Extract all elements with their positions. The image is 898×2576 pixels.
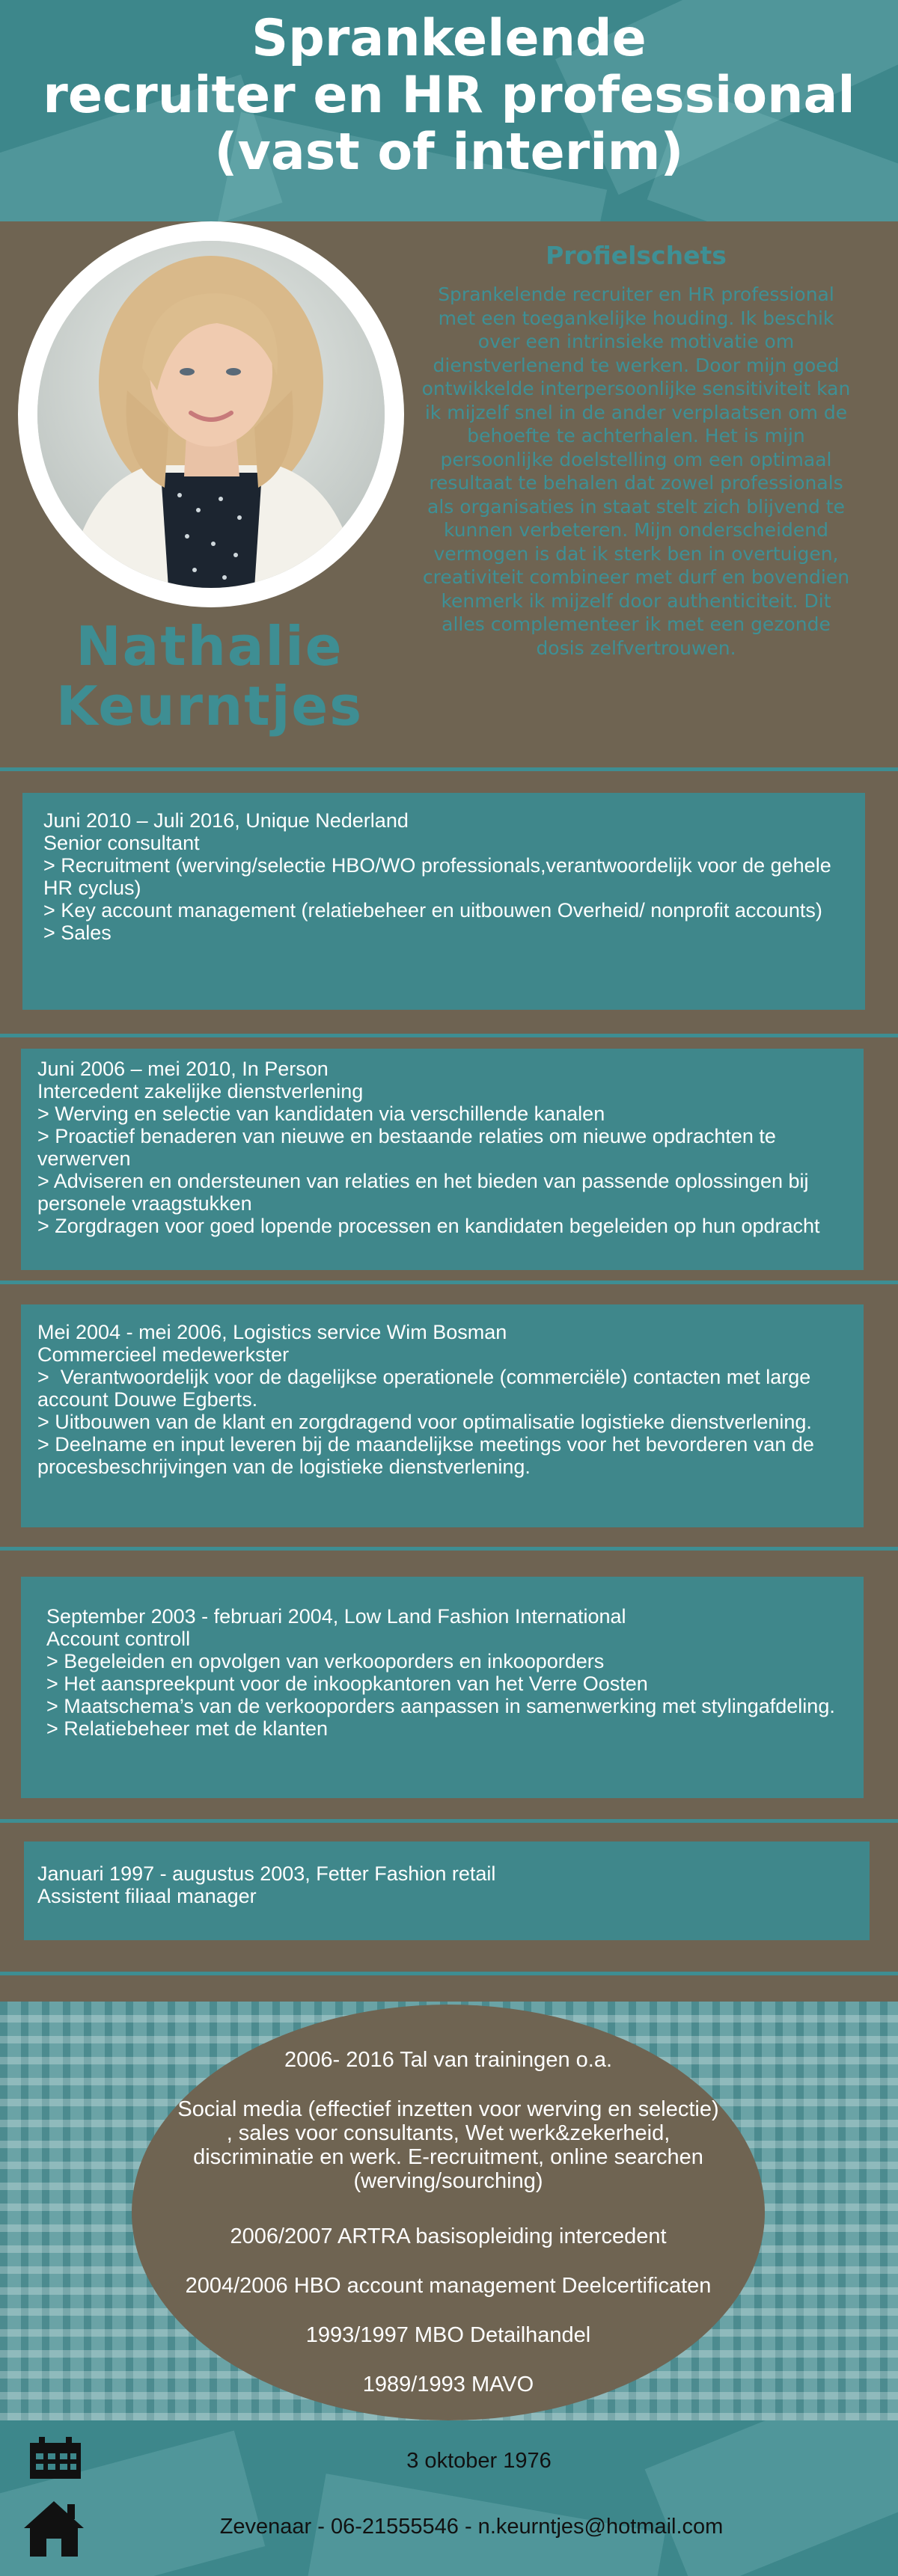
job-line: > Werving en selectie van kandidaten via verschillende kanalen [37, 1103, 605, 1125]
section-divider [0, 767, 898, 771]
education-section [0, 2002, 898, 2420]
job-line: Assistent filiaal manager [37, 1885, 257, 1907]
section-divider [0, 1547, 898, 1551]
education-line: 1993/1997 MBO Detailhandel [305, 2323, 591, 2347]
job-line: Juni 2010 – Juli 2016, Unique Nederland [43, 809, 409, 832]
header-banner [0, 0, 898, 221]
job-line: Account controll [46, 1628, 191, 1650]
first-name: Nathalie [76, 615, 343, 678]
job-line: Januari 1997 - augustus 2003, Fetter Fashion retail [37, 1862, 496, 1885]
job-entry-1 [22, 793, 865, 1010]
job-line: > Uitbouwen van de klant en zorgdragend voor optimalisatie logistieke dienstverlening. [37, 1411, 812, 1433]
profile-section [0, 221, 898, 772]
job-line: > Recruitment (werving/selectie HBO/WO professionals,verantwoordelijk voor de gehele HR cyclus) [43, 854, 837, 899]
job-line: Intercedent zakelijke dienstverlening [37, 1080, 364, 1103]
footer [0, 2420, 898, 2576]
job-line: > Proactief benaderen van nieuwe en bestaande relaties om nieuwe opdrachten te verwerven [37, 1125, 782, 1170]
job-line: September 2003 - februari 2004, Low Land Fashion International [46, 1605, 626, 1628]
last-name: Keurntjes [55, 675, 364, 737]
profile-photo [37, 241, 385, 588]
birthdate: 3 oktober 1976 [406, 2449, 552, 2473]
job-line: Senior consultant [43, 832, 200, 854]
job-line: > Zorgdragen voor goed lopende processen en kandidaten begeleiden op hun opdracht [37, 1215, 820, 1237]
job-line: > Adviseren en ondersteunen van relaties en het bieden van passende oplossingen bij personele vraagstukken [37, 1170, 815, 1215]
calendar-icon [28, 2437, 82, 2484]
profile-heading: Profielschets [546, 241, 727, 270]
job-line: Commercieel medewerkster [37, 1343, 290, 1366]
job-line: > Maatschema’s van de verkooporders aanpassen in samenwerking met stylingafdeling. [46, 1695, 835, 1717]
job-line: > Verantwoordelijk voor de dagelijkse operationele (commerciële) contacten met large account Douwe Egberts. [37, 1366, 816, 1411]
contact-info: Zevenaar - 06-21555546 - n.keurntjes@hotmail.com [219, 2515, 724, 2539]
section-divider [0, 1972, 898, 1975]
home-icon [22, 2498, 85, 2562]
job-entry-2 [21, 1049, 864, 1270]
section-divider [0, 1034, 898, 1037]
section-divider [0, 1819, 898, 1823]
education-line: 2006- 2016 Tal van trainingen o.a. [284, 2048, 613, 2072]
job-line: > Begeleiden en opvolgen van verkooporders en inkooporders [46, 1650, 605, 1672]
education-line: 2004/2006 HBO account management Deelcertificaten [185, 2274, 712, 2298]
title-line-1: Sprankelende [251, 9, 647, 68]
education-line: Social media (effectief inzetten voor werving en selectie) , sales voor consultants, Wet werk&zekerheid, discriminatie en werk. E-recruitment, online searchen (werving/sourching) [177, 2097, 719, 2193]
profile-summary: Sprankelende recruiter en HR professional met een toegankelijke houding. Ik beschik over een intrinsieke motivatie om dienstverlenend te werken. Door mijn goed ontwikkelde interpersoonlijke sensitiviteit kan ik mijzelf snel in de ander verplaatsen om de behoefte te achterhalen. Het is mijn persoonlijke doelstelling om een optimaal resultaat te behalen dat zowel professionals als organisaties in staat stelt zich blijvend te kunnen verbeteren. Mijn onderscheidend vermogen is dat ik sterk ben in overtuigen, creativiteit combineer met durf en bovendien kenmerk ik mijzelf door authenticiteit. Dit alles complementeer ik met een gezonde dosis zelfvertrouwen. [421, 283, 851, 659]
job-line: > Relatiebeheer met de klanten [46, 1717, 328, 1740]
job-line: > Het aanspreekpunt voor de inkoopkantoren van het Verre Oosten [46, 1672, 648, 1695]
job-entry-4 [21, 1577, 864, 1798]
job-entry-3 [21, 1304, 864, 1527]
job-line: > Sales [43, 921, 112, 944]
title-line-3: (vast of interim) [214, 123, 684, 182]
person-name [30, 616, 389, 736]
profile-photo-frame [18, 221, 404, 607]
job-line: Mei 2004 - mei 2006, Logistics service Wim Bosman [37, 1321, 507, 1343]
job-line: Juni 2006 – mei 2010, In Person [37, 1058, 329, 1080]
job-entry-5 [24, 1841, 870, 1940]
education-line: 1989/1993 MAVO [362, 2373, 534, 2396]
title-line-2: recruiter en HR professional [43, 66, 855, 125]
job-line: > Key account management (relatiebeheer en uitbouwen Overheid/ nonprofit accounts) [43, 899, 822, 921]
page-title [0, 10, 898, 181]
section-divider [0, 1281, 898, 1284]
job-line: > Deelname en input leveren bij de maandelijkse meetings voor het bevorderen van de procesbeschrijvingen van de logistieke dienstverlening. [37, 1433, 820, 1478]
education-line: 2006/2007 ARTRA basisopleiding intercedent [230, 2224, 667, 2248]
